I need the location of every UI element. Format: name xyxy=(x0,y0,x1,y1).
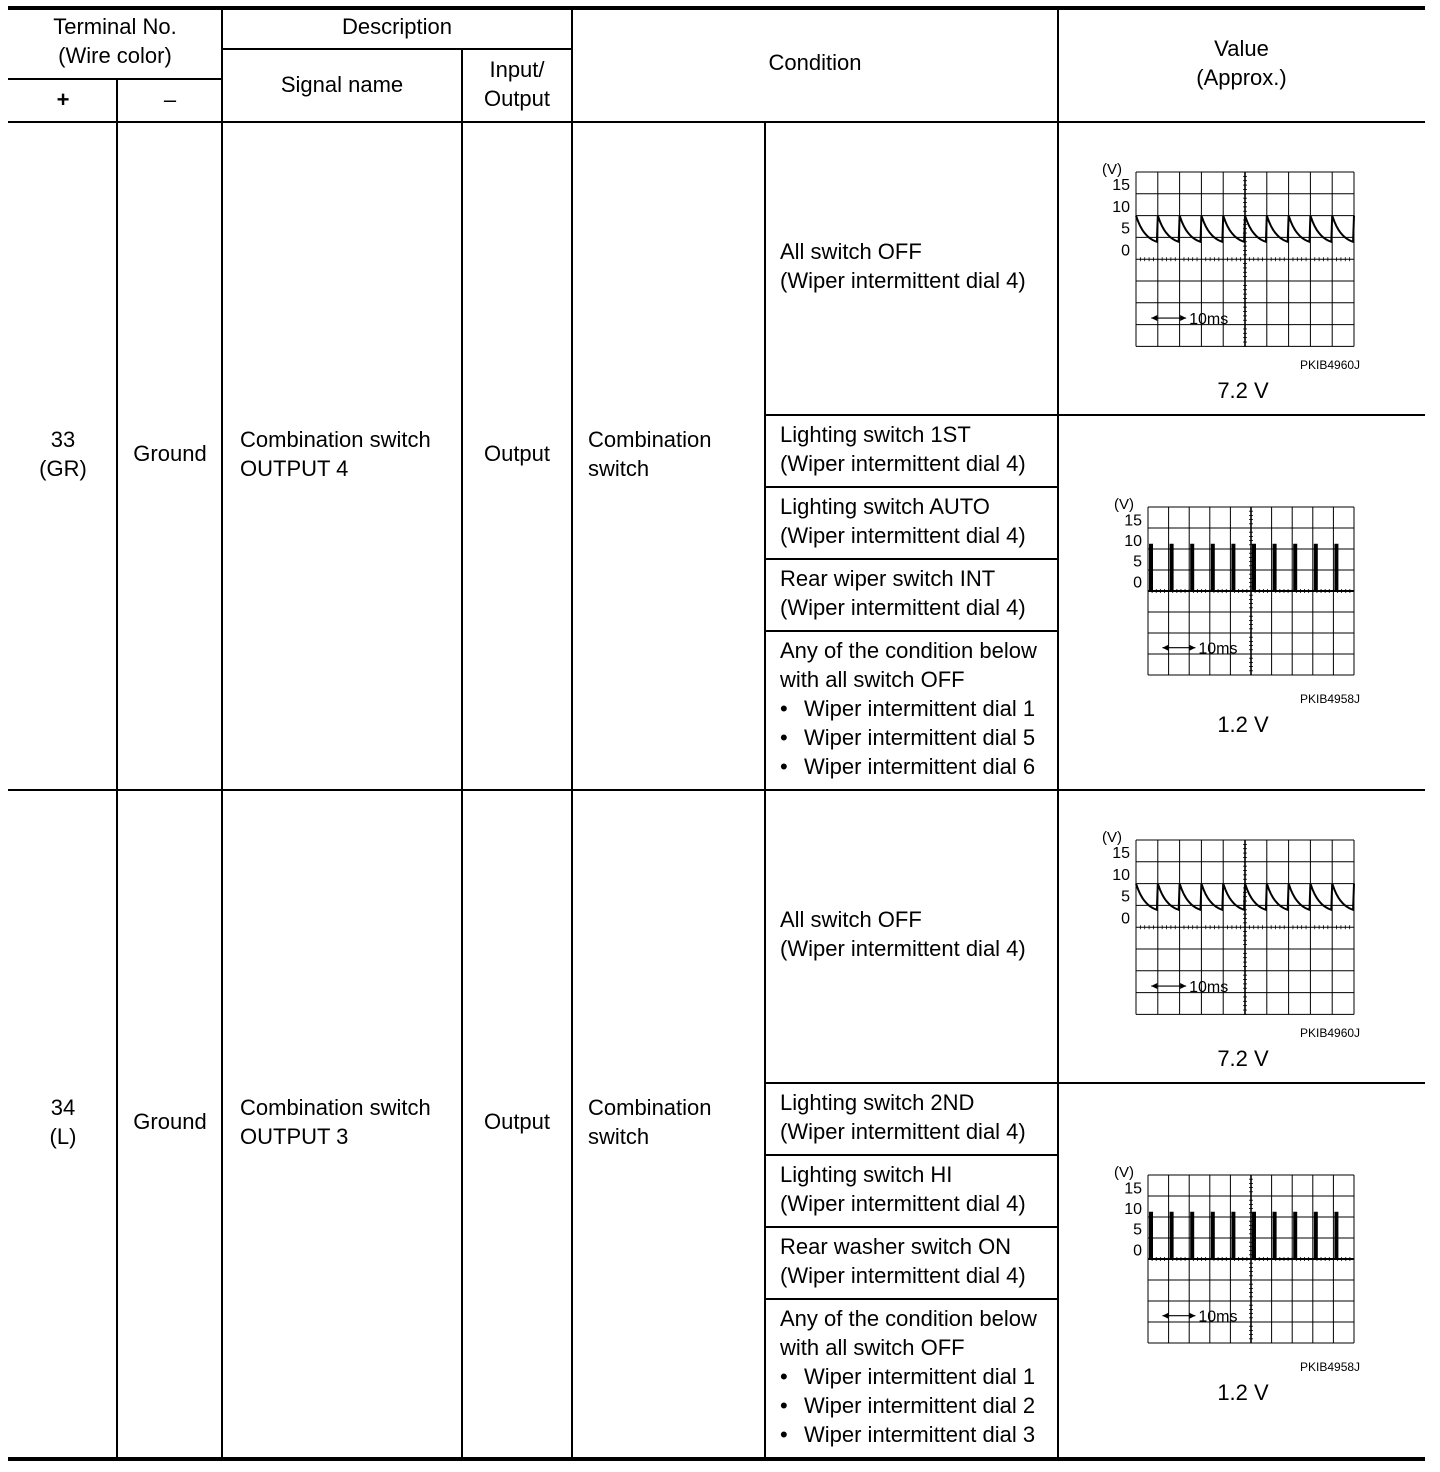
header-approx: (Approx.) xyxy=(1196,65,1287,90)
list-item: • Wiper intermittent dial 3 xyxy=(780,1422,1036,1447)
condition-text-line2: with all switch OFF xyxy=(780,667,965,692)
condition-group: Combination xyxy=(588,1095,712,1120)
condition-text-line2: (Wiper intermittent dial 4) xyxy=(780,451,1026,476)
condition-text: All switch OFF xyxy=(780,239,922,264)
terminal-number: 34 xyxy=(50,1095,76,1120)
list-item: • Wiper intermittent dial 1 xyxy=(780,1364,1036,1389)
header-description: Description xyxy=(341,14,453,39)
scope-unit-label: (V) xyxy=(1114,1164,1134,1181)
header-plus: + xyxy=(56,87,70,112)
sub-divider xyxy=(764,414,1425,416)
scope-unit-label: (V) xyxy=(1102,829,1122,846)
scope-tick-label: 10 xyxy=(1112,866,1130,884)
condition-group: Combination xyxy=(588,427,712,452)
sub-divider xyxy=(764,486,1058,488)
signal-name: Combination switch xyxy=(240,427,431,452)
header-output: Output xyxy=(483,86,551,111)
scope-tick-label: 15 xyxy=(1124,1180,1142,1198)
sub-divider xyxy=(764,1226,1058,1228)
scope-tick-label: 15 xyxy=(1112,845,1130,862)
figure-code: PKIB4960J xyxy=(1300,358,1361,372)
col-divider xyxy=(571,6,573,1459)
sub-divider xyxy=(764,1154,1058,1156)
wire-color: (GR) xyxy=(39,456,87,481)
header-signal-name: Signal name xyxy=(280,72,404,97)
time-scale-label: 10ms xyxy=(1198,640,1238,658)
input-output: Output xyxy=(483,1109,551,1134)
condition-text-line2: with all switch OFF xyxy=(780,1335,965,1360)
time-scale-label: 10ms xyxy=(1189,311,1229,329)
scope-grid xyxy=(1136,840,1354,1014)
scope-tick-label: 10 xyxy=(1124,533,1142,551)
signal-name: Combination switch xyxy=(240,1095,431,1120)
condition-text-line2: (Wiper intermittent dial 4) xyxy=(780,523,1026,548)
time-scale-label: 10ms xyxy=(1189,979,1229,997)
sub-divider xyxy=(764,1298,1058,1300)
measured-value: 7.2 V xyxy=(1217,378,1269,403)
condition-text-line2: (Wiper intermittent dial 4) xyxy=(780,1191,1026,1216)
oscilloscope-waveform xyxy=(1100,158,1370,350)
condition-text: Lighting switch 2ND xyxy=(780,1090,975,1115)
condition-text: Any of the condition below xyxy=(780,1306,1037,1331)
measured-value: 7.2 V xyxy=(1217,1046,1269,1071)
time-scale-label: 10ms xyxy=(1198,1308,1238,1326)
condition-text: All switch OFF xyxy=(780,907,922,932)
header-value: Value xyxy=(1214,36,1269,61)
condition-text: Lighting switch AUTO xyxy=(780,494,990,519)
col-divider xyxy=(1057,6,1059,1459)
condition-text-line2: (Wiper intermittent dial 4) xyxy=(780,1119,1026,1144)
header-input: Input/ xyxy=(489,57,545,82)
col-divider xyxy=(116,78,118,1459)
scope-tick-label: 0 xyxy=(1121,910,1130,928)
scope-unit-label: (V) xyxy=(1114,496,1134,513)
signal-name-line2: OUTPUT 3 xyxy=(240,1124,349,1149)
scope-tick-label: 5 xyxy=(1121,220,1130,238)
measured-value: 1.2 V xyxy=(1217,712,1269,737)
measured-value: 1.2 V xyxy=(1217,1380,1269,1405)
list-item: • Wiper intermittent dial 2 xyxy=(780,1393,1036,1418)
header-minus: – xyxy=(163,87,177,112)
oscilloscope-waveform xyxy=(1110,493,1370,683)
list-item: • Wiper intermittent dial 1 xyxy=(780,696,1036,721)
scope-grid xyxy=(1136,172,1354,346)
scope-tick-label: 0 xyxy=(1121,242,1130,260)
header-divider-terminal xyxy=(8,78,222,80)
signal-name-line2: OUTPUT 4 xyxy=(240,456,349,481)
ground-terminal: Ground xyxy=(133,1109,207,1134)
terminal-number: 33 xyxy=(50,427,76,452)
condition-group-line2: switch xyxy=(588,1124,650,1149)
scope-unit-label: (V) xyxy=(1102,161,1122,178)
header-condition: Condition xyxy=(768,50,862,75)
scope-tick-label: 5 xyxy=(1121,888,1130,906)
oscilloscope-waveform xyxy=(1110,1161,1370,1351)
condition-text: Lighting switch 1ST xyxy=(780,422,971,447)
scope-tick-label: 0 xyxy=(1133,574,1142,592)
figure-code: PKIB4958J xyxy=(1300,1360,1361,1374)
sub-divider xyxy=(764,558,1058,560)
scope-tick-label: 15 xyxy=(1112,177,1130,194)
header-divider-description xyxy=(222,48,572,50)
scope-tick-label: 5 xyxy=(1133,1221,1142,1239)
sub-divider xyxy=(764,630,1058,632)
condition-text: Any of the condition below xyxy=(780,638,1037,663)
wire-color: (L) xyxy=(49,1124,77,1149)
condition-text-line2: (Wiper intermittent dial 4) xyxy=(780,1263,1026,1288)
figure-code: PKIB4960J xyxy=(1300,1026,1361,1040)
list-item: • Wiper intermittent dial 5 xyxy=(780,725,1036,750)
scope-tick-label: 5 xyxy=(1133,553,1142,571)
figure-code: PKIB4958J xyxy=(1300,692,1361,706)
condition-text-line2: (Wiper intermittent dial 4) xyxy=(780,268,1026,293)
scope-tick-label: 15 xyxy=(1124,512,1142,530)
scope-tick-label: 10 xyxy=(1112,198,1130,216)
header-wire-color: (Wire color) xyxy=(58,43,172,68)
col-divider xyxy=(461,48,463,1459)
condition-group-line2: switch xyxy=(588,456,650,481)
condition-text-line2: (Wiper intermittent dial 4) xyxy=(780,936,1026,961)
scope-tick-label: 0 xyxy=(1133,1242,1142,1260)
condition-text-line2: (Wiper intermittent dial 4) xyxy=(780,595,1026,620)
condition-text: Rear wiper switch INT xyxy=(780,566,996,591)
header-terminal-no: Terminal No. xyxy=(53,14,177,39)
list-item: • Wiper intermittent dial 6 xyxy=(780,754,1036,779)
oscilloscope-waveform xyxy=(1100,826,1370,1018)
input-output: Output xyxy=(483,441,551,466)
col-divider xyxy=(221,6,223,1459)
col-divider xyxy=(764,121,766,1459)
condition-text: Lighting switch HI xyxy=(780,1162,953,1187)
condition-text: Rear washer switch ON xyxy=(780,1234,1012,1259)
scope-tick-label: 10 xyxy=(1124,1201,1142,1219)
ground-terminal: Ground xyxy=(133,441,207,466)
sub-divider xyxy=(764,1082,1425,1084)
